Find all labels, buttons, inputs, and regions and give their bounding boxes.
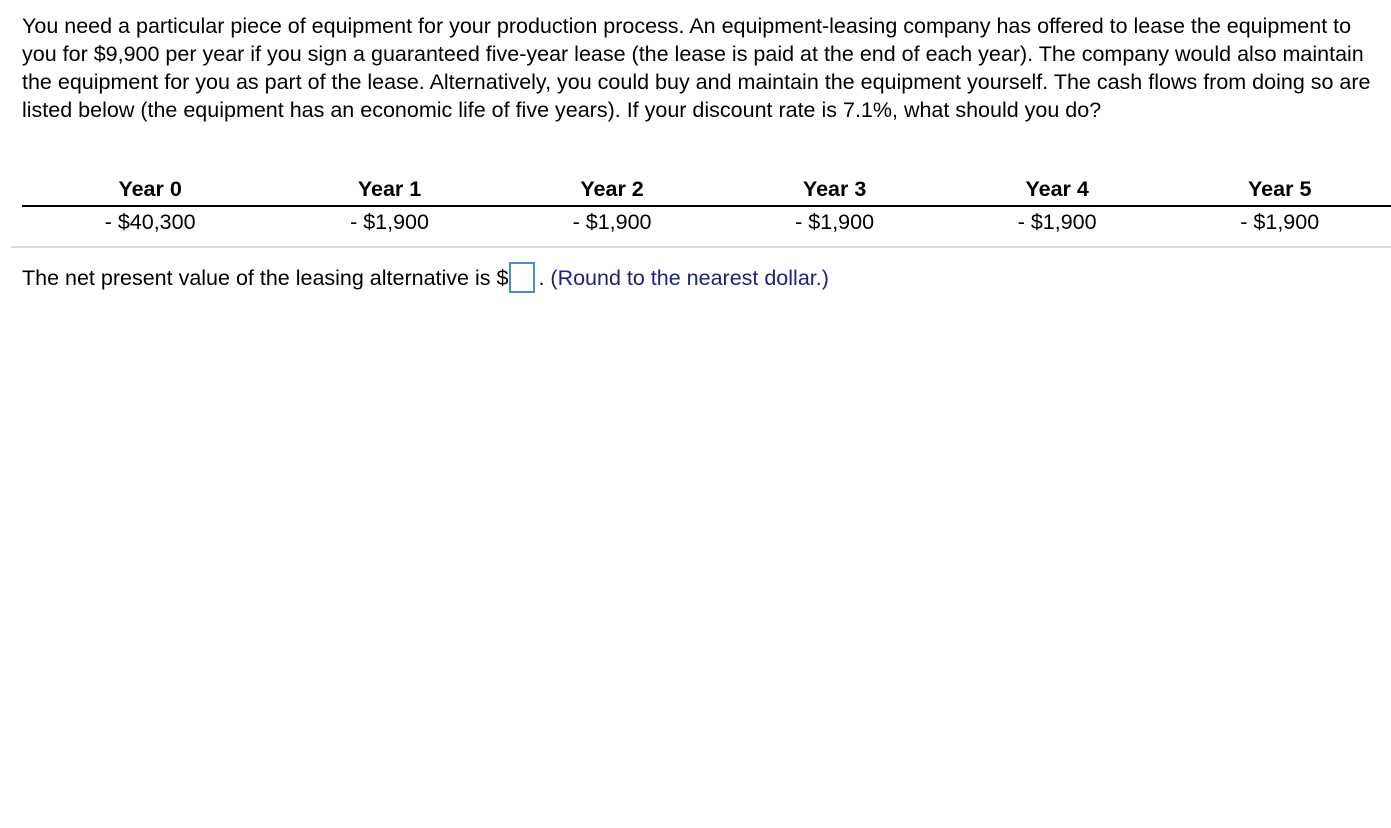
answer-prompt: The net present value of the leasing alternative is $: [22, 266, 509, 290]
header-year-4: Year 4: [946, 176, 1169, 206]
section-divider: [11, 246, 1391, 248]
answer-period: .: [538, 266, 545, 290]
cash-flow-year-0: - $40,300: [104, 209, 196, 234]
header-year-2: Year 2: [501, 176, 724, 206]
cash-flow-year-1: - $1,900: [350, 209, 429, 234]
cash-flow-year-5: - $1,900: [1240, 209, 1320, 234]
question-text: You need a particular piece of equipment for your production process. An equipment-leasing company has offered to lease the equipment to you for $9,900 per year if you sign a guaranteed five-year lease (the lease is paid at the end of each year). The company would also maintain the equipment for you as part of the lease. Alternatively, you could buy and maintain the equipment yourself. The cash flows from doing so are listed below (the equipment has an economic life of five years). If your discount rate is 7.1%, what should you do?: [22, 14, 1371, 122]
cash-flow-table: [22, 176, 1391, 235]
cash-flow-year-4: - $1,900: [1017, 209, 1097, 234]
header-year-0: Year 0: [22, 176, 278, 206]
header-year-5: Year 5: [1168, 176, 1391, 206]
answer-line: [22, 263, 829, 295]
cash-flow-year-2: - $1,900: [572, 209, 652, 234]
table-header-row: [22, 176, 1391, 206]
npv-answer-input[interactable]: [509, 262, 535, 293]
header-year-1: Year 1: [278, 176, 501, 206]
cash-flow-year-3: - $1,900: [795, 209, 875, 234]
table-row: [22, 206, 1391, 235]
rounding-hint: (Round to the nearest dollar.): [550, 266, 829, 290]
header-year-3: Year 3: [723, 176, 946, 206]
